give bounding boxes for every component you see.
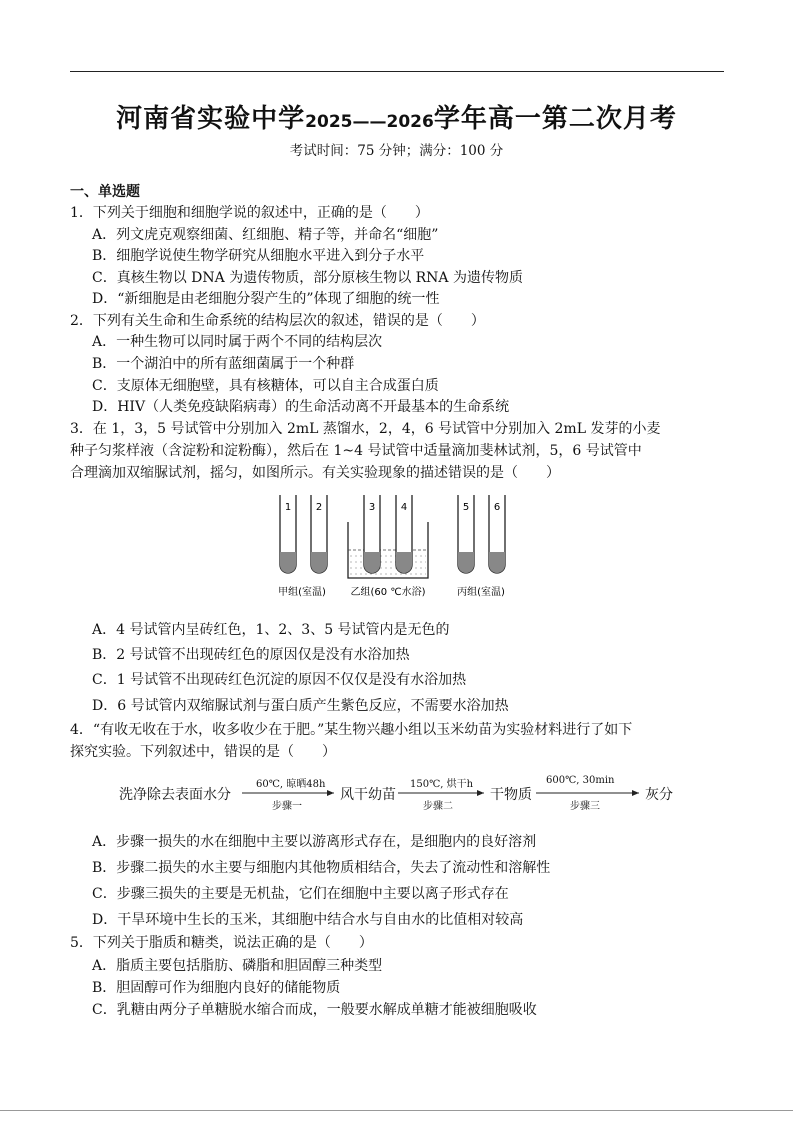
q3-stem-line1: 3．在 1，3，5 号试管中分别加入 2mL 蒸馏水，2，4，6 号试管中分别加入 2mL 发芽的小麦 — [70, 421, 661, 437]
flow-node-4: 灰分 — [645, 787, 673, 803]
q1-option-d: D．“新细胞是由老细胞分裂产生的”体现了细胞的统一性 — [92, 291, 440, 307]
q2-option-b: B．一个湖泊中的所有蓝细菌属于一个种群 — [92, 356, 355, 372]
q3-option-c: C．1 号试管不出现砖红色沉淀的原因不仅仅是没有水浴加热 — [92, 672, 467, 688]
q3-option-a: A．4 号试管内呈砖红色，1、2、3、5 号试管内是无色的 — [92, 622, 450, 638]
flow-node-3: 干物质 — [490, 787, 532, 803]
flow-node-1: 洗净除去表面水分 — [119, 787, 231, 803]
group-label-jia: 甲组(室温) — [278, 587, 326, 598]
q3-option-d: D．6 号试管内双缩脲试剂与蛋白质产生紫色反应，不需要水浴加热 — [92, 698, 509, 714]
tube-label-5: 5 — [462, 502, 470, 513]
exam-title: 河南省实验中学2025——2026学年高一第二次月考 — [116, 104, 677, 134]
flow-arrow-2 — [398, 790, 484, 796]
flow-step-3: 步骤三 — [570, 801, 600, 812]
tube-label-6: 6 — [493, 502, 501, 513]
flow-cond-2: 150℃, 烘干h — [410, 779, 474, 790]
q3-stem-line2: 种子匀浆样液（含淀粉和淀粉酶），然后在 1~4 号试管中适量滴加斐林试剂，5，6 号试管中 — [70, 443, 642, 459]
group-label-bing: 丙组(室温) — [457, 587, 505, 598]
group-label-yi: 乙组(60 ℃水浴) — [350, 587, 426, 598]
q5-stem: 5．下列关于脂质和糖类，说法正确的是（ ） — [70, 935, 373, 951]
q2-option-a: A．一种生物可以同时属于两个不同的结构层次 — [92, 334, 383, 350]
q3-stem-line3: 合理滴加双缩脲试剂，摇匀，如图所示。有关实验现象的描述错误的是（ ） — [70, 465, 560, 481]
bottom-rule — [0, 1110, 793, 1111]
section-heading: 一、单选题 — [70, 184, 140, 200]
q4-stem-line1: 4．“有收无收在于水，收多收少在于肥。”某生物兴趣小组以玉米幼苗为实验材料进行了如下 — [70, 722, 633, 738]
flow-arrow-1 — [242, 790, 334, 796]
exam-subtitle: 考试时间：75 分钟；满分：100 分 — [289, 143, 504, 159]
q1-option-a: A．列文虎克观察细菌、红细胞、精子等，并命名“细胞” — [92, 227, 439, 243]
tube-label-3: 3 — [368, 502, 376, 513]
q4-option-d: D．干旱环境中生长的玉米，其细胞中结合水与自由水的比值相对较高 — [92, 912, 524, 928]
q5-option-b: B．胆固醇可作为细胞内良好的储能物质 — [92, 980, 341, 996]
flow-node-2: 风干幼苗 — [340, 787, 396, 803]
q4-stem-line2: 探究实验。下列叙述中，错误的是（ ） — [70, 744, 336, 760]
q4-option-a: A．步骤一损失的水在细胞中主要以游离形式存在，是细胞内的良好溶剂 — [92, 834, 537, 850]
q1-stem: 1．下列关于细胞和细胞学说的叙述中，正确的是（ ） — [70, 205, 429, 221]
q2-option-c: C．支原体无细胞壁，具有核糖体，可以自主合成蛋白质 — [92, 378, 439, 394]
q2-stem: 2．下列有关生命和生命系统的结构层次的叙述，错误的是（ ） — [70, 313, 485, 329]
flow-step-1: 步骤一 — [272, 801, 302, 812]
q4-option-b: B．步骤二损失的水主要与细胞内其他物质相结合，失去了流动性和溶解性 — [92, 860, 551, 876]
q1-option-b: B．细胞学说使生物学研究从细胞水平进入到分子水平 — [92, 248, 425, 264]
tube-label-2: 2 — [315, 502, 323, 513]
q3-option-b: B．2 号试管不出现砖红色的原因仅是没有水浴加热 — [92, 647, 410, 663]
flow-step-2: 步骤二 — [423, 801, 453, 812]
q2-option-d: D．HIV（人类免疫缺陷病毒）的生命活动离不开最基本的生命系统 — [92, 399, 510, 415]
flow-arrow-3 — [536, 790, 639, 796]
q5-option-a: A．脂质主要包括脂肪、磷脂和胆固醇三种类型 — [92, 958, 383, 974]
q5-option-c: C．乳糖由两分子单糖脱水缩合而成，一般要水解成单糖才能被细胞吸收 — [92, 1002, 537, 1018]
flow-cond-1: 60℃, 晾晒48h — [256, 779, 326, 790]
tube-label-1: 1 — [284, 502, 292, 513]
flow-cond-3: 600℃, 30min — [546, 775, 615, 786]
q4-option-c: C．步骤三损失的主要是无机盐，它们在细胞中主要以离子形式存在 — [92, 886, 509, 902]
tube-label-4: 4 — [400, 502, 408, 513]
q1-option-c: C．真核生物以 DNA 为遗传物质，部分原核生物以 RNA 为遗传物质 — [92, 270, 523, 286]
